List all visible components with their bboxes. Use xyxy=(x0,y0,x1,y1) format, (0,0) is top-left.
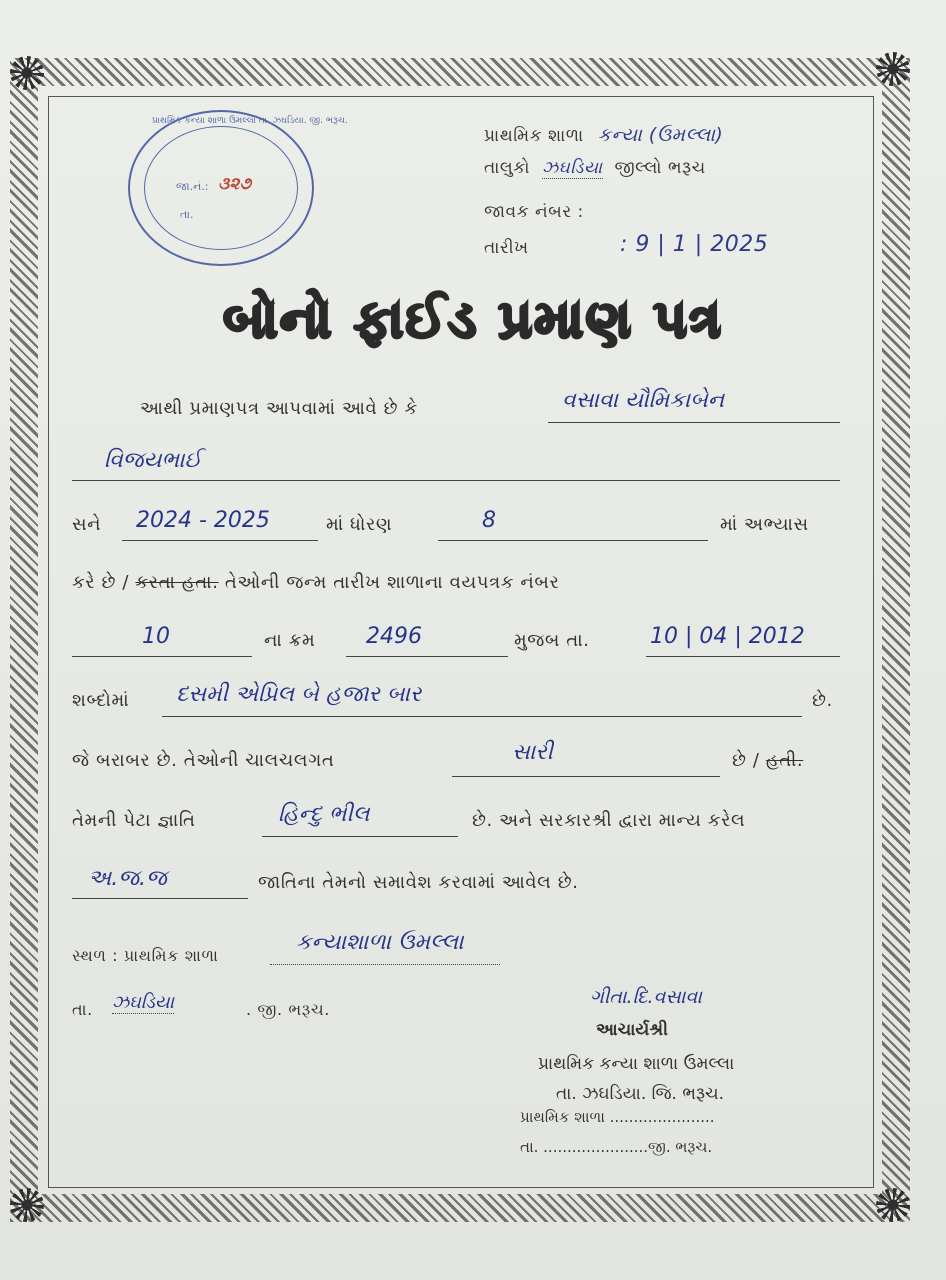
conduct-value: સારી xyxy=(512,740,553,765)
taluka-line xyxy=(484,158,706,178)
place-value: કન્યાશાળા ઉમલ્લા xyxy=(296,930,464,955)
district-label: જીલ્લો ભરૂચ xyxy=(614,158,706,178)
principal-title: આચાર્યશ્રી xyxy=(596,1020,669,1040)
certificate-title: બોનો ફાઈડ પ્રમાણ પત્ર xyxy=(223,290,723,350)
date-label: તારીખ xyxy=(484,238,529,258)
student-name-part1: વસાવા યૌમિકાબેન xyxy=(562,388,725,413)
standard-value: 8 xyxy=(482,508,496,533)
dob-in-words: દસમી એપ્રિલ બે હજાર બાર xyxy=(176,682,422,707)
seal-date-label: તા. xyxy=(180,208,194,221)
struck-status: કરતા હતા. xyxy=(135,572,219,593)
studying-status: કરે છે / કરતા હતા. તેઓની જન્મ તારીખ શાળાના વયપત્રક નંબર xyxy=(72,572,560,593)
category-suffix: જાતિના તેમનો સમાવેશ કરવામાં આવેલ છે. xyxy=(258,872,579,893)
taluka-label: તાલુકો xyxy=(484,158,531,178)
dob-blank xyxy=(646,656,840,657)
taluka-value: ઝઘડિયા xyxy=(541,158,603,178)
footer-district: . જી. ભરૂચ. xyxy=(246,1000,330,1019)
conduct-blank xyxy=(452,776,720,777)
seal-ring-text: પ્રાથમિક કન્યા શાળા ઉમલ્લા તા. ઝઘડિયા. જી. ભરૂચ. xyxy=(152,116,348,126)
caste-suffix: છે. અને સરકારશ્રી દ્વારા માન્ય કરેલ xyxy=(472,810,746,831)
year-blank xyxy=(122,540,318,541)
study-suffix: માં અભ્યાસ xyxy=(720,514,809,535)
place-label: સ્થળ : પ્રાથમિક શાળા xyxy=(72,946,219,965)
category-blank xyxy=(72,898,248,899)
school-line xyxy=(484,124,723,146)
school-value: કન્યા (ઉમલ્લા) xyxy=(597,124,724,146)
standard-label: માં ધોરણ xyxy=(326,514,393,535)
intro-text: આથી પ્રમાણપત્ર આપવામાં આવે છે કે xyxy=(140,398,418,419)
student-name-part2: વિજયભાઈ xyxy=(104,448,202,473)
kram-label: ના ક્રમ xyxy=(264,630,316,651)
corner-ornament-icon xyxy=(10,56,44,90)
category-value: અ.જ.જ xyxy=(88,866,167,891)
academic-year: 2024 - 2025 xyxy=(136,508,270,533)
sub-caste: હિન્દુ ભીલ xyxy=(278,802,370,827)
kram-blank xyxy=(346,656,508,657)
caste-prefix: તેમની પેટા જ્ઞાતિ xyxy=(72,810,196,831)
mujab-label: મુજબ તા. xyxy=(514,630,590,651)
school-seal xyxy=(128,110,348,266)
principal-signature: ગીતા.દિ.વસાવા xyxy=(590,986,702,1008)
principal-school-label: પ્રાથમિક શાળા ...................... xyxy=(520,1108,715,1126)
kram-value: 2496 xyxy=(366,624,422,649)
outward-number-label: જાવક નંબર : xyxy=(484,202,584,222)
principal-ta-label: તા. ......................જી. ભરૂચ. xyxy=(520,1138,713,1156)
words-suffix: છે. xyxy=(812,690,833,711)
name-continued-blank xyxy=(72,480,840,481)
conduct-suffix: છે / હતી. xyxy=(732,750,804,771)
corner-ornament-icon xyxy=(876,52,910,86)
seal-number-value: ૩૨૭ xyxy=(218,174,252,194)
words-label: શબ્દોમાં xyxy=(72,690,130,711)
standard-blank xyxy=(438,540,708,541)
footer-ta-label: તા. xyxy=(72,1000,93,1019)
corner-ornament-icon xyxy=(876,1188,910,1222)
caste-blank xyxy=(262,836,458,837)
school-label: પ્રાથમિક શાળા xyxy=(484,126,584,146)
principal-school: પ્રાથમિક કન્યા શાળા ઉમલ્લા xyxy=(538,1054,735,1074)
conduct-prefix: જે બરાબર છે. તેઓની ચાલચલગત xyxy=(72,750,335,771)
corner-ornament-icon xyxy=(10,1188,44,1222)
register-blank xyxy=(72,656,252,657)
principal-address: તા. ઝઘડિયા. જિ. ભરૂચ. xyxy=(556,1084,725,1104)
footer-ta-value: ઝઘડિયા xyxy=(112,992,175,1013)
date-of-birth: 10 | 04 | 2012 xyxy=(650,624,805,649)
register-number: 10 xyxy=(142,624,170,649)
year-prefix: સને xyxy=(72,514,102,535)
seal-number-label: જા.નં.: xyxy=(176,180,209,193)
name-blank xyxy=(548,422,840,423)
date-value: : 9 | 1 | 2025 xyxy=(620,232,769,257)
words-blank xyxy=(162,716,802,717)
